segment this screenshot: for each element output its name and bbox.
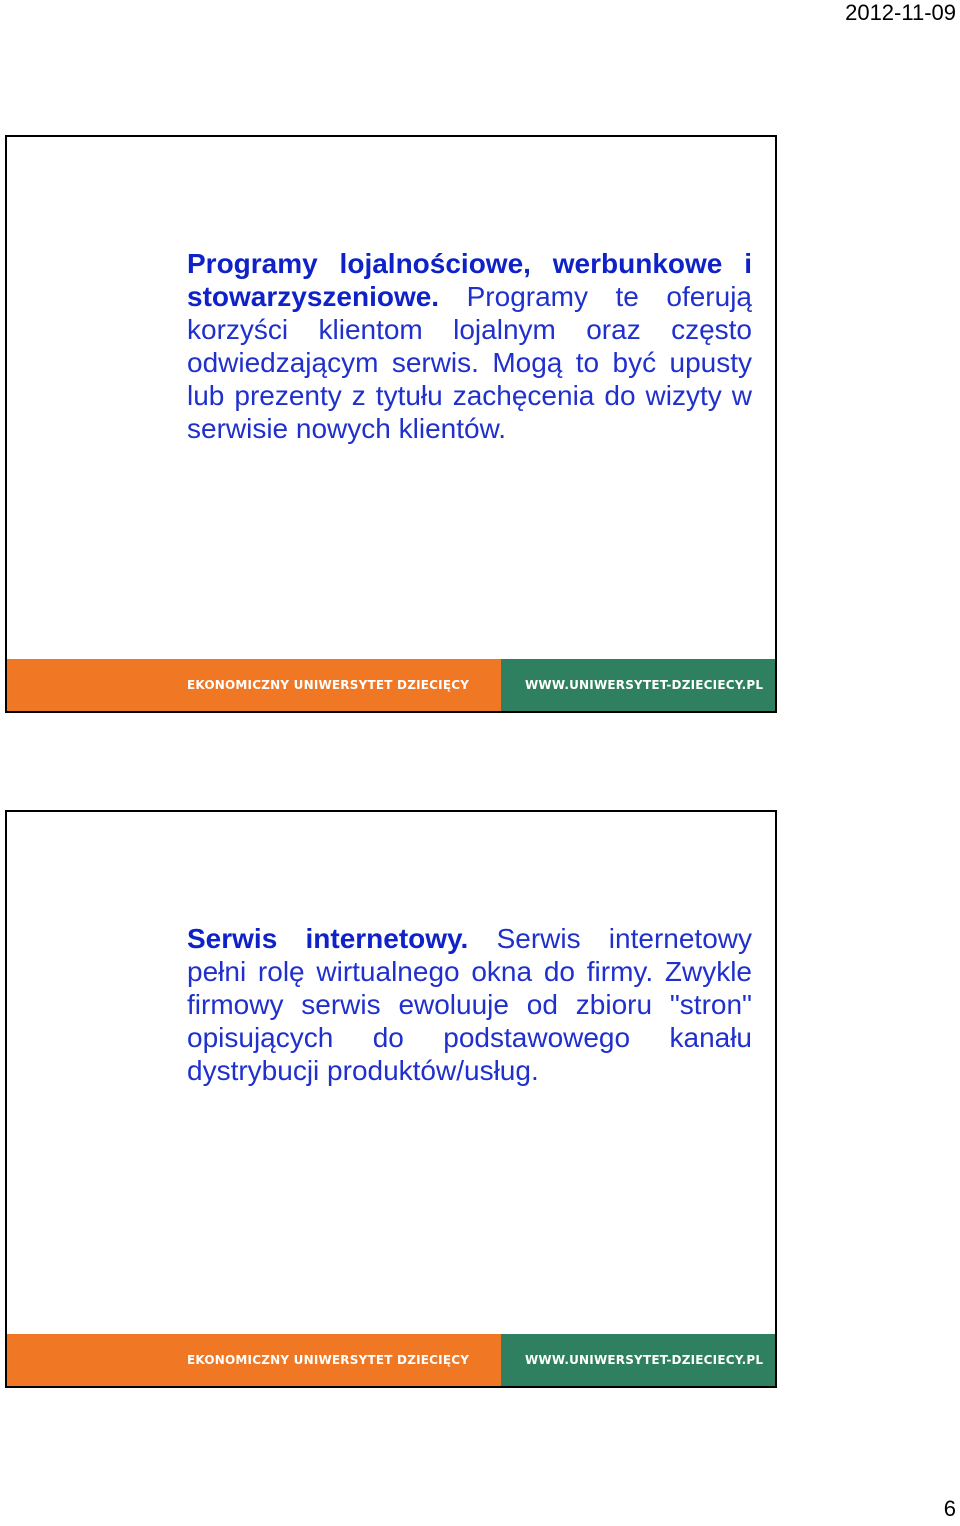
- footer-organization-name: EKONOMICZNY UNIWERSYTET DZIECIĘCY: [187, 678, 470, 692]
- slide-web-service: [5, 810, 777, 1388]
- footer-green-band: [501, 1334, 775, 1386]
- slide-body-text: Serwis internetowy pełni rolę wirtualnego okna do firmy. Zwykle firmowy serwis ewoluuje od zbioru "stron" opisujących do podstawowego kanału dystrybucji produktów/usług.: [187, 923, 752, 1086]
- slide-lead-heading: Serwis internetowy.: [187, 923, 469, 954]
- footer-website-url: WWW.UNIWERSYTET-DZIECIECY.PL: [525, 678, 764, 692]
- slide-footer: [7, 1334, 775, 1386]
- footer-orange-band: [7, 659, 501, 711]
- page-date: 2012-11-09: [845, 0, 956, 25]
- slide-footer: [7, 659, 775, 711]
- slide-body-text: Programy te oferują korzyści klientom lojalnym oraz często odwiedzającym serwis. Mogą to być upusty lub prezenty z tytułu zachęcenia do wizyty w serwisie nowych klientów.: [187, 281, 752, 444]
- slide-text: [187, 922, 752, 1087]
- footer-orange-band: [7, 1334, 501, 1386]
- footer-website-url: WWW.UNIWERSYTET-DZIECIECY.PL: [525, 1353, 764, 1367]
- slide-lead-heading: Programy lojalnościowe, werbunkowe i stowarzyszeniowe.: [187, 248, 752, 312]
- page-number: 6: [943, 1496, 956, 1521]
- footer-green-band: [501, 659, 775, 711]
- slide-loyalty-programs: [5, 135, 777, 713]
- footer-organization-name: EKONOMICZNY UNIWERSYTET DZIECIĘCY: [187, 1353, 470, 1367]
- slide-text: [187, 247, 752, 445]
